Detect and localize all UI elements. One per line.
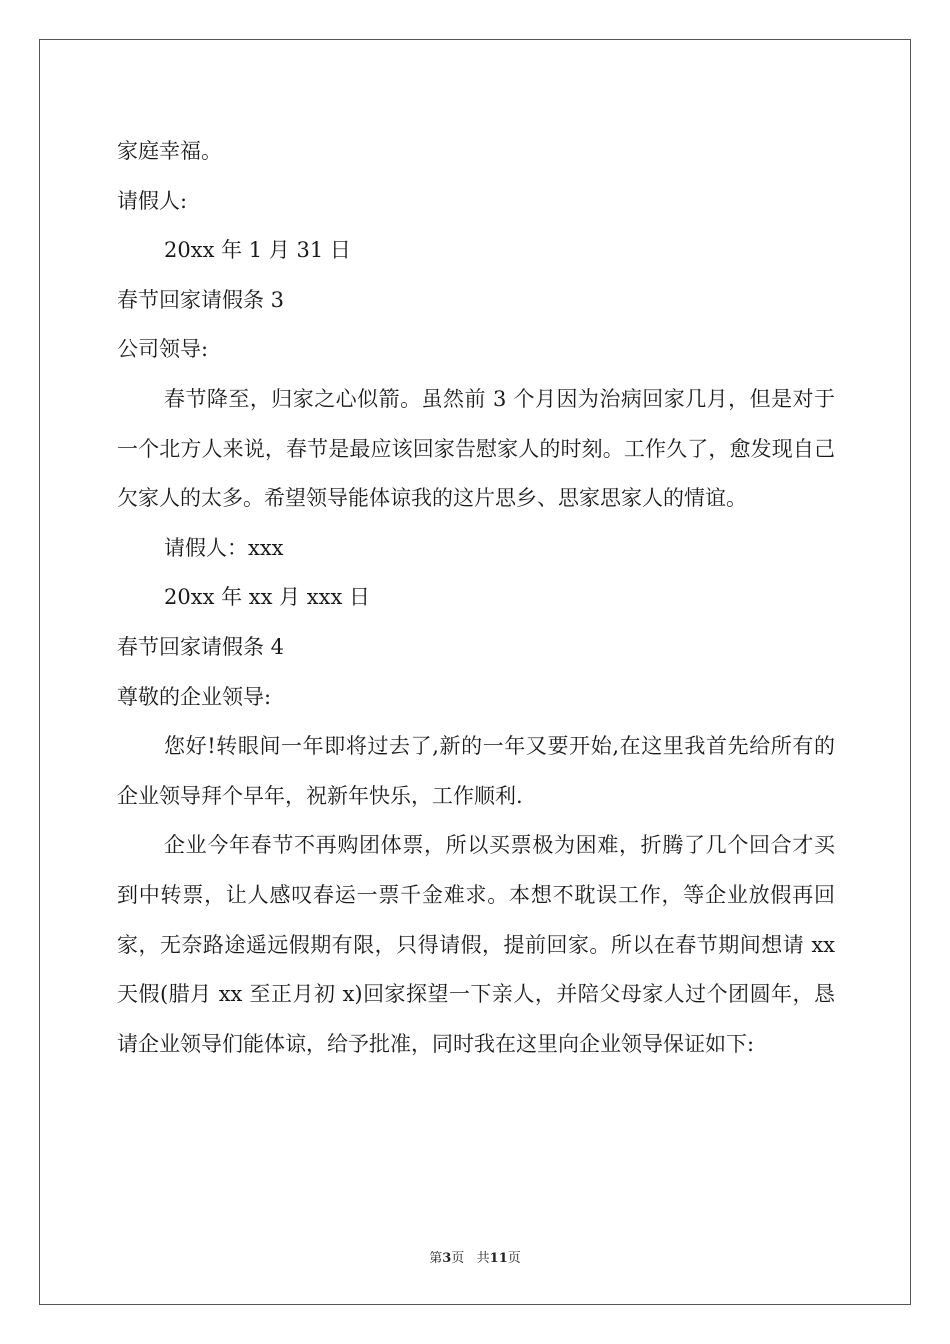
page-mid: 页 共 [451, 1251, 490, 1266]
page-current: 3 [442, 1251, 452, 1266]
paragraph-4-body: 企业今年春节不再购团体票，所以买票极为困难，折腾了几个回合才买到中转票，让人感叹春运一票千金难求。本想不耽误工作，等企业放假再回家，无奈路途遥远假期有限，只得请假，提前回家。所以在春节期间想请 xx 天假(腊月 xx 至正月初 x)回家探望一下亲人，并陪父母家人过个团圆年，恳请企业领导们能体谅，给予批准，同时我在这里向企业领导保证如下: [117, 833, 835, 1056]
page-suffix: 页 [507, 1251, 521, 1266]
page-footer [0, 1247, 950, 1266]
signature-line-3: 请假人：xxx [164, 535, 284, 560]
date-line: 20xx 年 1 月 31 日 [164, 238, 351, 263]
paragraph-3-body: 春节降至，归家之心似箭。虽然前 3 个月因为治病回家几月，但是对于一个北方人来说，春节是最应该回家告慰家人的时刻。工作久了，愈发现自己欠家人的太多。希望领导能体谅我的这片思乡、思家思家人的情谊。 [117, 386, 835, 511]
salutation-4: 尊敬的企业领导: [117, 684, 272, 709]
closing-line: 家庭幸福。 [117, 139, 222, 163]
section-title-3: 春节回家请假条 3 [117, 287, 285, 312]
signature-label: 请假人: [117, 188, 188, 213]
document-body [117, 127, 835, 1069]
paragraph-4-greeting: 您好!转眼间一年即将过去了,新的一年又要开始,在这里我首先给所有的企业领导拜个早年，祝新年快乐，工作顺利. [117, 734, 835, 808]
page-prefix: 第 [429, 1251, 443, 1266]
salutation-3: 公司领导: [117, 337, 209, 362]
page-total: 11 [489, 1251, 508, 1266]
date-line-3: 20xx 年 xx 月 xxx 日 [164, 585, 371, 610]
section-title-4: 春节回家请假条 4 [117, 634, 285, 659]
